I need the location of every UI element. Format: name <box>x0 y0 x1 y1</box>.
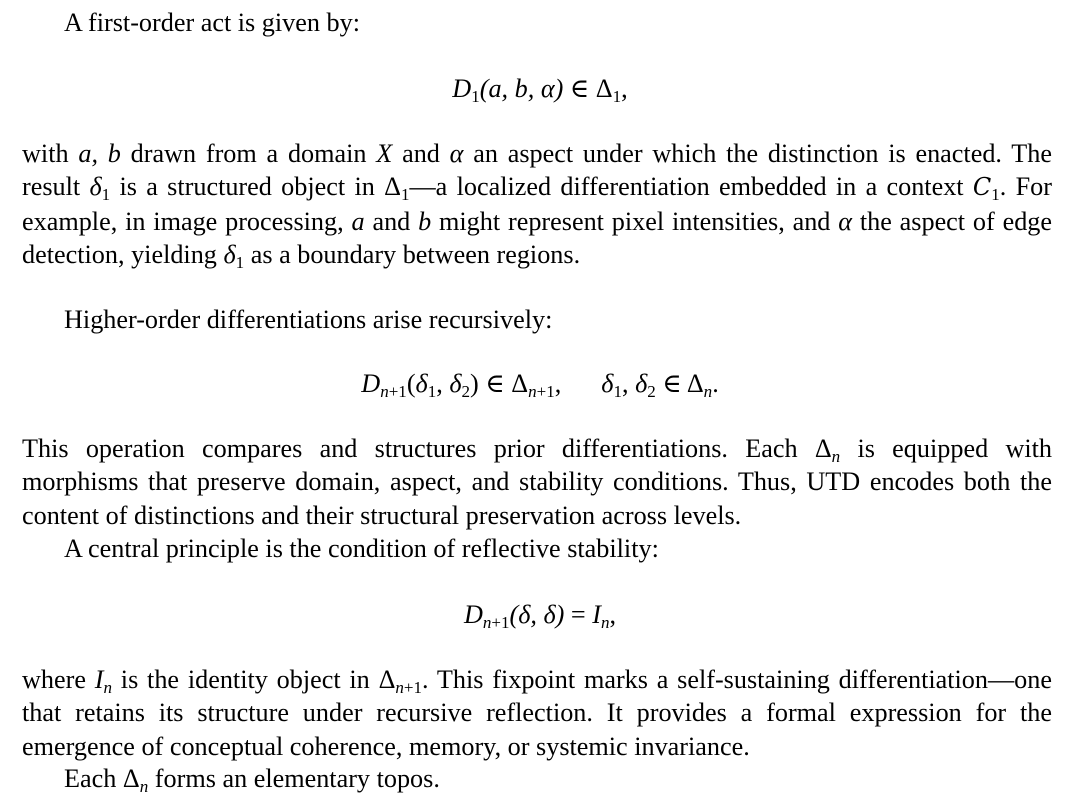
paragraph-topos: Each $\Delta_n$ forms an elementary topos. <box>64 764 440 796</box>
eq2-D: D <box>361 369 381 398</box>
var-Delta-n-plus-1: Δ <box>378 665 396 694</box>
intro-text: A first-order act is given by: <box>64 8 360 37</box>
var-I-n: I <box>94 665 104 694</box>
paragraph-operation: This operation compares and structures prior differentiations. Each $\Delta_n$ is equipped with morphisms that preserve domain, aspect, and stability conditions. Thus, UTD encodes both the content of distinctions and their structural preservation across levels. <box>22 434 1052 530</box>
var-C-1: C <box>972 173 992 202</box>
var-alpha-2: α <box>838 206 852 236</box>
eq2-D-sub: n+1 <box>380 381 407 401</box>
eq1-args: (a, b, α) <box>479 74 564 103</box>
var-Delta-1: Δ <box>384 172 401 202</box>
var-a: a <box>351 206 365 236</box>
var-Delta-n-topos: Δ <box>122 764 140 793</box>
eq1-D-sub: 1 <box>471 86 480 106</box>
paragraph-central-principle: A central principle is the condition of reflective stability: <box>64 534 659 563</box>
eq1-set-sub: 1 <box>612 86 622 106</box>
var-a-b: a, b <box>78 139 121 168</box>
var-Delta-n: Δ <box>814 434 832 463</box>
var-delta-1: δ <box>89 172 102 202</box>
var-delta-1-b: δ <box>223 239 236 269</box>
equation-reflective-stability: $D_{n+1}(\delta$, $\delta) = I_n$, <box>463 600 617 632</box>
eq1-relation: ∈ <box>563 74 596 103</box>
eq3-D: D <box>463 600 483 629</box>
var-b: b <box>418 206 432 236</box>
eq1-D: D <box>452 74 472 103</box>
paragraph-higher-order: Higher-order differentiations arise recursively: <box>64 305 553 334</box>
eq1-trail: , <box>621 74 628 103</box>
paragraph-fixpoint: where $I_n$ is the identity object in $\Delta_{n+1}$. This fixpoint marks a self-sustaining differentiation—one that retains its structure under recursive reflection. It provides a formal expression for the emergence of conceptual coherence, memory, or systemic invariance. <box>22 665 1052 761</box>
var-X: X <box>376 139 393 168</box>
var-alpha: α <box>449 139 464 168</box>
eq1-set: Δ <box>595 74 613 103</box>
equation-higher-order: $D_{n+1}(\delta_1$, $\delta_2$) ∈ $\Delta_{n+1}$, $\delta_1$, $\delta_2$ ∈ $\Delta_n$. <box>361 369 719 401</box>
equation-first-order-act <box>0 72 1080 106</box>
paragraph-first-order: with a, b drawn from a domain X and α an aspect under which the distinction is enacted. The result $\delta_1$ is a structured object in $\Delta_1—a$ localized differentiation embedded in a context $C_1$. For example, in image processing, a and b might represent pixel intensities, and α the aspect of edge detection, yielding $\delta_1$ as a boundary between regions. <box>22 139 1053 272</box>
